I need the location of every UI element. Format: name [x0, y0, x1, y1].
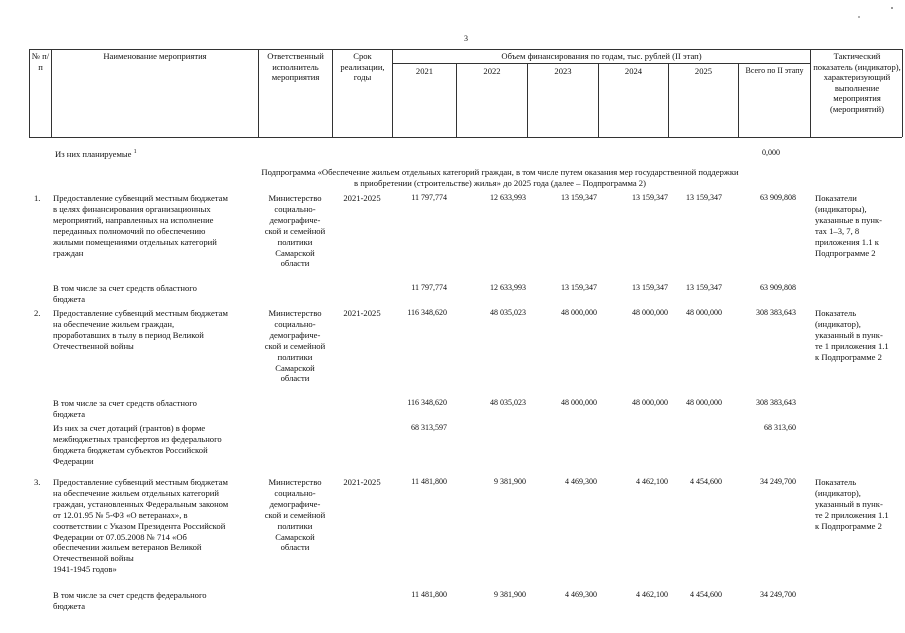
row-name-line: В том числе за счет средств федерального	[53, 590, 207, 600]
row-responsible-line: социально-	[274, 487, 316, 498]
row-responsible-line: политики	[277, 236, 313, 247]
row-name-line: бюджета	[53, 408, 86, 419]
header-financing: Объем финансирования по годам, тыс. рублей (II этап)	[501, 51, 702, 61]
row-year-value: 68 313,597	[411, 423, 447, 432]
row-responsible-line: Министерство	[268, 308, 322, 318]
row-year-value: 11 797,774	[411, 283, 447, 292]
row-indicator-line: тах 1–3, 7, 8	[815, 225, 860, 236]
row-responsible-line: области	[280, 542, 310, 553]
planned-total: 0,000	[762, 148, 780, 157]
row-responsible-line: Самарской	[275, 531, 315, 542]
row-indicator-line: Показатель	[815, 477, 857, 487]
row-year-value: 116 348,620	[407, 308, 447, 317]
row-number: 2.	[34, 308, 41, 318]
row-year-value: 13 159,347	[561, 283, 597, 292]
row-term: 2021-2025	[343, 193, 381, 203]
header-indicator: Тактический показатель (индикатор), характеризующий выполнение мероприятия (мероприятий)	[813, 51, 901, 114]
row-responsible-line: социально-	[274, 318, 316, 329]
row-name-line: соответствии с Указом Президента Российской	[53, 520, 226, 531]
row-indicator-line: (индикатор),	[815, 318, 861, 329]
row-name-line: Из них за счет дотаций (грантов) в форме	[53, 423, 206, 433]
row-responsible-line: области	[280, 258, 310, 269]
row-total-value: 34 249,700	[760, 590, 796, 599]
row-responsible-line: Самарской	[275, 362, 315, 373]
row-year-value: 13 159,347	[561, 193, 597, 202]
row-responsible-line: социально-	[274, 203, 316, 214]
row-term: 2021-2025	[343, 308, 381, 318]
row-total-value: 68 313,60	[764, 423, 796, 432]
row-name-line: межбюджетных трансфертов из федерального	[53, 433, 222, 444]
row-year-value: 12 633,993	[490, 193, 526, 202]
row-year-value: 48 035,023	[490, 308, 526, 317]
header-responsible: Ответственный исполнитель мероприятия	[267, 51, 324, 83]
row-indicator-line: Показатель	[815, 308, 857, 318]
row-name-line: на обеспечение жильем граждан,	[53, 318, 175, 329]
row-name-line: жилыми помещениями отдельных категорий	[53, 236, 217, 247]
row-indicator-line: те 1 приложения 1.1	[815, 340, 889, 351]
scan-mark	[891, 7, 893, 9]
row-year-value: 13 159,347	[632, 283, 668, 292]
row-total-value: 308 383,643	[756, 398, 796, 407]
row-indicator-line: указанные в пунк-	[815, 214, 883, 225]
row-name-line: на обеспечение жильем отдельных категорий	[53, 487, 219, 498]
row-indicator-line: (индикатор),	[815, 487, 861, 498]
header-total: Всего по II этапу	[745, 66, 804, 75]
row-name-line: мероприятий, направленных на исполнение	[53, 214, 214, 225]
row-indicator-line: к Подпрограмме 2	[815, 351, 882, 362]
row-year-value: 13 159,347	[686, 193, 722, 202]
row-responsible-line: демографиче-	[269, 329, 321, 340]
row-year-value: 48 000,000	[632, 398, 668, 407]
row-year-value: 11 481,800	[411, 477, 447, 486]
row-responsible-line: демографиче-	[269, 498, 321, 509]
row-total-value: 34 249,700	[760, 477, 796, 486]
row-term: 2021-2025	[343, 477, 381, 487]
scan-mark	[858, 16, 860, 18]
row-number: 1.	[34, 193, 41, 203]
row-name-line: Предоставление субвенций местным бюджетам	[53, 308, 228, 318]
header-name: Наименование мероприятия	[103, 51, 207, 61]
row-year-value: 116 348,620	[407, 398, 447, 407]
row-name-line: Отечественной войны	[53, 340, 134, 351]
row-total-value: 63 909,808	[760, 283, 796, 292]
row-year-value: 4 469,300	[565, 477, 597, 486]
row-name-line: Федерации	[53, 455, 94, 466]
row-year-value: 13 159,347	[632, 193, 668, 202]
row-indicator-line: указанный в пунк-	[815, 329, 883, 340]
row-name-line: Федерации от 07.05.2008 № 714 «Об	[53, 531, 187, 542]
header-number: № п/п	[31, 51, 50, 72]
row-indicator-line: указанный в пунк-	[815, 498, 883, 509]
page-number: 3	[464, 34, 468, 43]
row-year-value: 4 462,100	[636, 477, 668, 486]
row-name-line: В том числе за счет средств областного	[53, 398, 197, 408]
header-year-2025: 2025	[694, 66, 713, 76]
row-name-line: переданных полномочий по обеспечению	[53, 225, 206, 236]
row-name-line: обеспечении жильем ветеранов Великой	[53, 542, 202, 553]
row-responsible-line: политики	[277, 351, 313, 362]
row-year-value: 48 000,000	[686, 398, 722, 407]
row-year-value: 9 381,900	[494, 477, 526, 486]
row-year-value: 11 481,800	[411, 590, 447, 599]
row-responsible-line: политики	[277, 520, 313, 531]
row-name-line: 1941-1945 годов»	[53, 564, 117, 575]
row-year-value: 4 454,600	[690, 590, 722, 599]
row-year-value: 12 633,993	[490, 283, 526, 292]
row-name-line: в целях финансирования организационных	[53, 203, 211, 214]
row-responsible-line: ской и семейной	[264, 225, 326, 236]
row-year-value: 48 000,000	[561, 398, 597, 407]
row-year-value: 4 454,600	[690, 477, 722, 486]
row-year-value: 48 000,000	[686, 308, 722, 317]
header-year-2022: 2022	[483, 66, 501, 76]
row-name-line: от 12.01.95 № 5-ФЗ «О ветеранах», в	[53, 509, 188, 520]
row-year-value: 48 035,023	[490, 398, 526, 407]
row-name-line: бюджета	[53, 293, 86, 304]
row-name-line: бюджета бюджетам субъектов Российской	[53, 444, 208, 455]
row-name-line: Отечественной войны	[53, 553, 134, 564]
row-responsible-line: области	[280, 373, 310, 384]
row-name-line: бюджета	[53, 600, 86, 611]
planned-label: Из них планируемые $^1$	[55, 148, 137, 159]
row-name-line: В том числе за счет средств областного	[53, 283, 197, 293]
row-indicator-line: те 2 приложения 1.1	[815, 509, 889, 520]
row-indicator-line: Подпрограмме 2	[815, 247, 876, 258]
header-year-2023: 2023	[554, 66, 572, 76]
row-year-value: 13 159,347	[686, 283, 722, 292]
row-name-line: граждан, установленных Федеральным законом	[53, 498, 229, 509]
row-indicator-line: Показатели	[815, 193, 857, 203]
row-name-line: Предоставление субвенций местным бюджетам	[53, 193, 228, 203]
row-year-value: 4 462,100	[636, 590, 668, 599]
row-name-line: граждан	[53, 247, 84, 258]
row-name-line: Предоставление субвенций местным бюджетам	[53, 477, 228, 487]
header-year-2024: 2024	[624, 66, 643, 76]
row-responsible-line: Самарской	[275, 247, 315, 258]
row-indicator-line: к Подпрограмме 2	[815, 520, 882, 531]
header-year-2021: 2021	[415, 66, 434, 76]
row-responsible-line: ской и семейной	[264, 340, 326, 351]
row-year-value: 48 000,000	[632, 308, 668, 317]
row-number: 3.	[34, 477, 41, 487]
row-responsible-line: ской и семейной	[264, 509, 326, 520]
row-indicator-line: (индикаторы),	[815, 203, 867, 214]
row-year-value: 9 381,900	[494, 590, 526, 599]
row-year-value: 4 469,300	[565, 590, 597, 599]
row-responsible-line: Министерство	[268, 477, 322, 487]
row-total-value: 308 383,643	[756, 308, 796, 317]
row-indicator-line: приложения 1.1 к	[815, 236, 879, 247]
header-term: Срок реализации, годы	[340, 51, 385, 83]
row-year-value: 11 797,774	[411, 193, 447, 202]
row-total-value: 63 909,808	[760, 193, 796, 202]
row-responsible-line: демографиче-	[269, 214, 321, 225]
row-name-line: проработавших в тылу в период Великой	[53, 329, 204, 340]
subprogram-title: Подпрограмма «Обеспечение жильем отдельных категорий граждан, в том числе путем оказания мер государственной поддержки в приобретении (строительстве) жилья» до 2025 года (далее – Подпрограмма 2)	[261, 167, 739, 188]
row-year-value: 48 000,000	[561, 308, 597, 317]
row-responsible-line: Министерство	[268, 193, 322, 203]
